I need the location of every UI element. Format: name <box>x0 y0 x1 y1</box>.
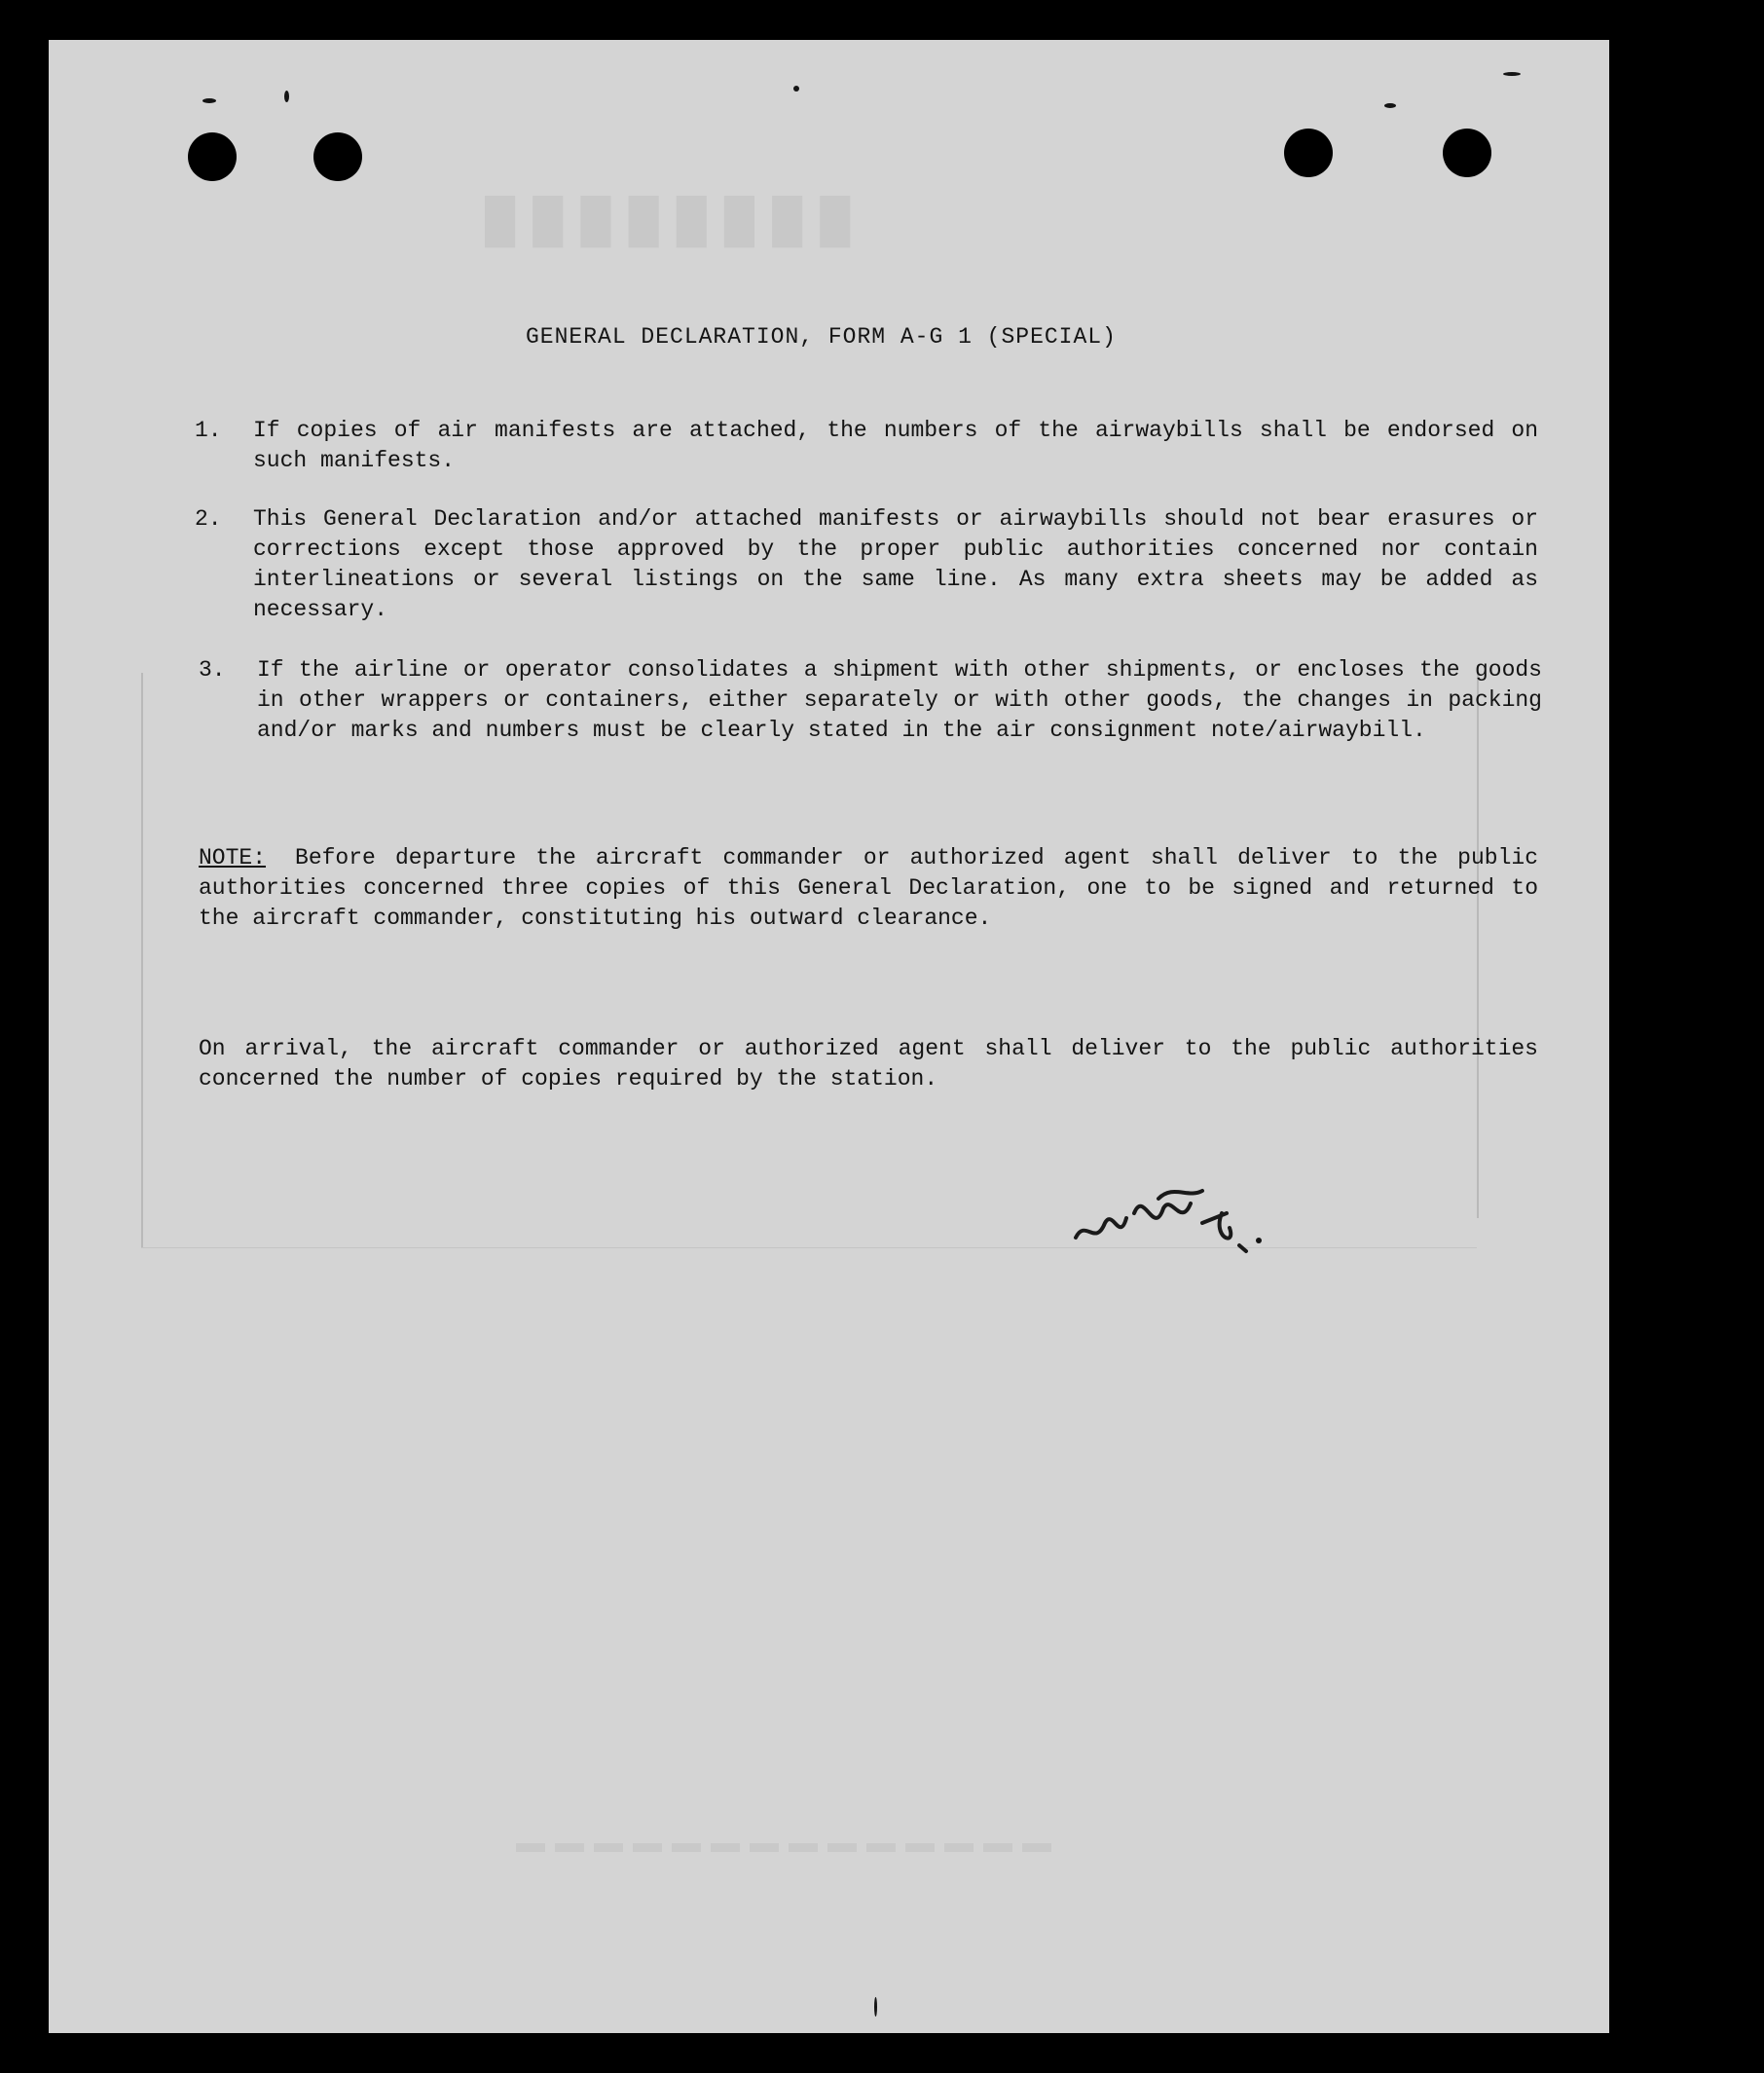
ink-speck <box>1503 72 1521 76</box>
bleed-through-texture: ▬▬▬▬▬▬▬▬▬▬▬▬▬▬ <box>506 1827 1051 1859</box>
form-title: GENERAL DECLARATION, FORM A-G 1 (SPECIAL) <box>526 324 1117 350</box>
ink-speck <box>1384 103 1396 108</box>
arrival-paragraph: On arrival, the aircraft commander or authorized agent shall deliver to the public authorities concerned the number of copies required by the station. <box>199 1036 1538 1092</box>
note-label: NOTE: <box>199 845 267 870</box>
punch-hole <box>313 132 362 181</box>
item-text: If the airline or operator consolidates a shipment with other shipments, or encloses the goods in other wrappers or containers, either separately or with other goods, the changes in packing and/or marks and numbers must be clearly stated in the air consignment note/airwaybill. <box>257 657 1542 743</box>
document-page <box>49 40 1609 2033</box>
note-paragraph <box>199 843 1538 934</box>
punch-hole <box>1443 129 1491 177</box>
instruction-item-3 <box>199 655 1542 746</box>
ink-speck <box>874 1997 877 2017</box>
punch-hole <box>1284 129 1333 177</box>
item-number: 2. <box>195 506 222 532</box>
handwritten-initials <box>1066 1169 1261 1277</box>
ink-speck <box>793 86 799 92</box>
instruction-item-2 <box>195 504 1538 625</box>
ink-speck <box>284 91 289 102</box>
item-number: 1. <box>195 418 222 443</box>
bleed-through-rule <box>141 673 143 1247</box>
item-text: This General Declaration and/or attached manifests or airwaybills should not bear erasures or corrections except those approved by the proper public authorities concerned nor contain interlineations or several listings on the same line. As many extra sheets may be added as necessary. <box>253 506 1538 622</box>
instruction-item-1 <box>195 416 1538 476</box>
ink-speck <box>202 98 216 103</box>
bleed-through-texture: ████████ <box>467 197 851 244</box>
punch-hole <box>188 132 237 181</box>
item-number: 3. <box>199 657 226 683</box>
note-text: Before departure the aircraft commander or authorized agent shall deliver to the public authorities concerned three copies of this General Declaration, one to be signed and returned to the aircraft commander, constituting his outward clearance. <box>199 845 1538 931</box>
bleed-through-rule <box>1477 673 1479 1218</box>
item-text: If copies of air manifests are attached, the numbers of the airwaybills shall be endorsed on such manifests. <box>253 418 1538 473</box>
bleed-through-rule <box>141 1247 1477 1248</box>
ink-speck <box>1256 1238 1262 1243</box>
